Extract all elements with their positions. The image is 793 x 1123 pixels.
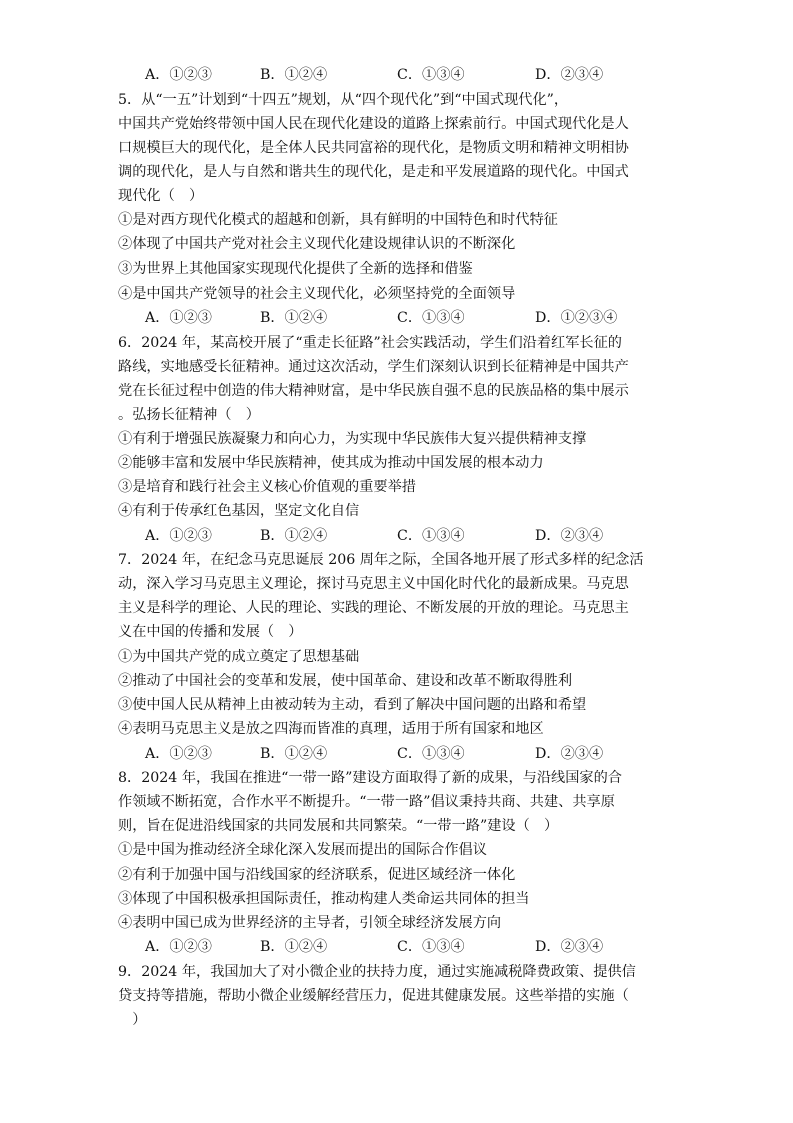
option-b: B．①②④ [260, 67, 328, 83]
statement-3: ③是培育和践行社会主义核心价值观的重要举措 [118, 479, 416, 495]
option-a: A．①②③ [145, 67, 212, 83]
question-text-line: 调的现代化，是人与自然和谐共生的现代化，是走和平发展道路的现代化。中国式 [118, 164, 629, 180]
statement-1: ①有利于增强民族凝聚力和向心力，为实现中华民族伟大复兴提供精神支撑 [118, 431, 587, 447]
statement-3: ③使中国人民从精神上由被动转为主动，看到了解决中国问题的出路和希望 [118, 697, 587, 713]
question-text-line: ） [118, 1012, 147, 1028]
question-text-line: 中国共产党始终带领中国人民在现代化建设的道路上探索前行。中国式现代化是人 [118, 116, 629, 132]
option-b: B．①②④ [260, 746, 328, 762]
statement-1: ①是中国为推动经济全球化深入发展而提出的国际合作倡议 [118, 842, 487, 858]
option-d: D．①②③④ [535, 310, 618, 326]
question-text-line: 6．2024 年，某高校开展了“重走长征路”社会实践活动，学生们沿着红军长征的 [118, 335, 622, 351]
question-text-line: 贷支持等措施，帮助小微企业缓解经营压力，促进其健康发展。这些举措的实施（ [118, 988, 629, 1004]
question-8-options [145, 935, 665, 959]
option-c: C．①③④ [397, 67, 465, 83]
question-7-options [145, 742, 665, 766]
statement-2: ②能够丰富和发展中华民族精神，使其成为推动中国发展的根本动力 [118, 455, 544, 471]
option-b: B．①②④ [260, 528, 328, 544]
option-d: D．②③④ [535, 939, 604, 955]
option-b: B．①②④ [260, 939, 328, 955]
option-c: C．①③④ [397, 528, 465, 544]
option-d: D．②③④ [535, 528, 604, 544]
question-text-line: 现代化（ ） [118, 188, 204, 204]
question-4-options [145, 63, 665, 87]
question-text-line: 5．从“一五”计划到“十四五”规划，从“四个现代化”到“中国式现代化”， [118, 92, 569, 108]
option-a: A．①②③ [145, 939, 212, 955]
option-c: C．①③④ [397, 310, 465, 326]
question-text-line: 8．2024 年，我国在推进“一带一路”建设方面取得了新的成果，与沿线国家的合 [118, 770, 622, 786]
statement-1: ①为中国共产党的成立奠定了思想基础 [118, 649, 360, 665]
question-text-line: 义在中国的传播和发展（ ） [118, 624, 303, 640]
statement-3: ③为世界上其他国家实现现代化提供了全新的选择和借鉴 [118, 261, 473, 277]
option-a: A．①②③ [145, 746, 212, 762]
question-text-line: 则，旨在促进沿线国家的共同发展和共同繁荣。“一带一路”建设（ ） [118, 818, 559, 834]
option-b: B．①②④ [260, 310, 328, 326]
option-d: D．②③④ [535, 67, 604, 83]
statement-4: ④是中国共产党领导的社会主义现代化，必须坚持党的全面领导 [118, 286, 516, 302]
statement-4: ④有利于传承红色基因，坚定文化自信 [118, 503, 360, 519]
question-text-line: 主义是科学的理论、人民的理论、实践的理论、不断发展的开放的理论。马克思主 [118, 600, 629, 616]
question-text-line: 。弘扬长征精神（ ） [118, 407, 260, 423]
statement-3: ③体现了中国积极承担国际责任，推动构建人类命运共同体的担当 [118, 891, 530, 907]
option-d: D．②③④ [535, 746, 604, 762]
option-c: C．①③④ [397, 746, 465, 762]
statement-4: ④表明中国已成为世界经济的主导者，引领全球经济发展方向 [118, 915, 502, 931]
question-text-line: 作领域不断拓宽，合作水平不断提升。“一带一路”倡议秉持共商、共建、共享原 [118, 794, 615, 810]
question-text-line: 动，深入学习马克思主义理论，探讨马克思主义中国化时代化的最新成果。马克思 [118, 576, 629, 592]
statement-1: ①是对西方现代化模式的超越和创新，具有鲜明的中国特色和时代特征 [118, 212, 558, 228]
question-text-line: 口规模巨大的现代化，是全体人民共同富裕的现代化，是物质文明和精神文明相协 [118, 140, 629, 156]
statement-2: ②推动了中国社会的变革和发展，使中国革命、建设和改革不断取得胜利 [118, 673, 573, 689]
option-c: C．①③④ [397, 939, 465, 955]
option-a: A．①②③ [145, 310, 212, 326]
option-a: A．①②③ [145, 528, 212, 544]
question-6-options [145, 524, 665, 548]
statement-2: ②体现了中国共产党对社会主义现代化建设规律认识的不断深化 [118, 236, 516, 252]
statement-2: ②有利于加强中国与沿线国家的经济联系，促进区域经济一体化 [118, 867, 516, 883]
statement-4: ④表明马克思主义是放之四海而皆准的真理，适用于所有国家和地区 [118, 721, 544, 737]
question-text-line: 7．2024 年，在纪念马克思诞辰 206 周年之际，全国各地开展了形式多样的纪念活 [118, 552, 644, 568]
question-5-options [145, 306, 665, 330]
question-text-line: 党在长征过程中创造的伟大精神财富，是中华民族自强不息的民族品格的集中展示 [118, 383, 629, 399]
question-text-line: 路线，实地感受长征精神。通过这次活动，学生们深刻认识到长征精神是中国共产 [118, 359, 629, 375]
question-text-line: 9．2024 年，我国加大了对小微企业的扶持力度，通过实施减税降费政策、提供信 [118, 964, 636, 980]
